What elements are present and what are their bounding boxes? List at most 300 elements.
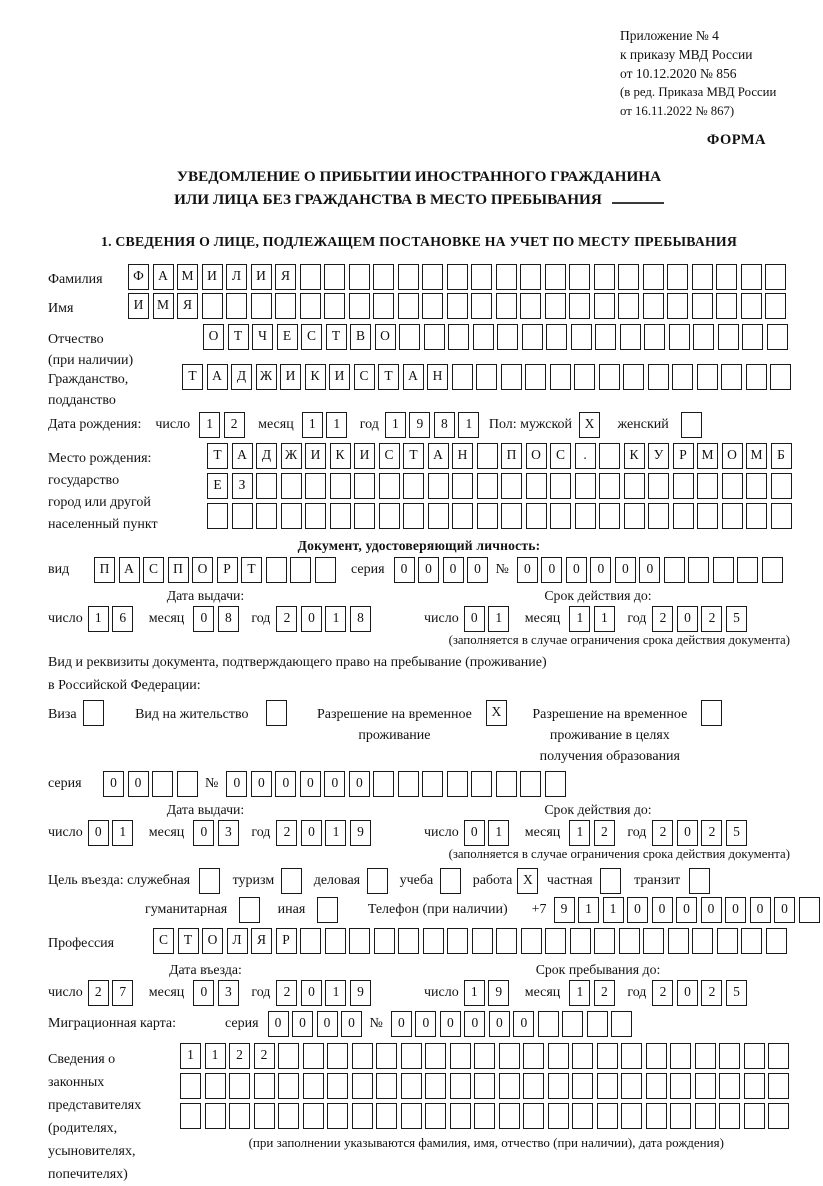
birth-place-cells-3[interactable] [207,503,795,529]
form-cell[interactable]: 2 [224,412,245,438]
form-cell[interactable]: У [648,443,669,469]
form-cell[interactable]: 2 [701,980,722,1006]
form-cell[interactable] [572,1103,593,1129]
form-cell[interactable]: 1 [603,897,624,923]
residence-number-cells[interactable] [226,771,569,797]
form-cell[interactable] [572,1043,593,1069]
form-cell[interactable] [226,293,247,319]
form-cell[interactable]: 9 [350,820,371,846]
form-cell[interactable]: 1 [325,980,346,1006]
form-cell[interactable]: С [550,443,571,469]
form-cell[interactable] [718,324,739,350]
residence-expiry-year-cells[interactable] [652,820,750,846]
form-cell[interactable] [719,1043,740,1069]
form-cell[interactable] [648,473,669,499]
form-cell[interactable] [624,473,645,499]
form-cell[interactable] [597,1073,618,1099]
form-cell[interactable] [315,557,336,583]
purpose-other-checkbox[interactable] [317,897,342,923]
form-cell[interactable] [695,1073,716,1099]
form-cell[interactable] [599,473,620,499]
form-cell[interactable]: С [143,557,164,583]
form-cell[interactable] [401,1043,422,1069]
form-cell[interactable] [692,928,713,954]
form-cell[interactable] [520,264,541,290]
form-cell[interactable] [403,473,424,499]
form-cell[interactable] [450,1043,471,1069]
form-cell[interactable]: X [517,868,538,894]
form-cell[interactable] [717,928,738,954]
form-cell[interactable] [476,364,497,390]
form-cell[interactable] [440,868,461,894]
form-cell[interactable] [303,1103,324,1129]
form-cell[interactable] [499,1073,520,1099]
form-cell[interactable]: 0 [292,1011,313,1037]
form-cell[interactable] [722,503,743,529]
form-cell[interactable]: И [354,443,375,469]
form-cell[interactable]: Т [207,443,228,469]
form-cell[interactable] [523,1073,544,1099]
form-cell[interactable]: М [177,264,198,290]
form-cell[interactable] [473,324,494,350]
form-cell[interactable] [452,473,473,499]
form-cell[interactable] [520,293,541,319]
form-cell[interactable] [477,503,498,529]
form-cell[interactable]: 2 [229,1043,250,1069]
form-cell[interactable]: 1 [458,412,479,438]
form-cell[interactable] [448,324,469,350]
form-cell[interactable]: 1 [569,606,590,632]
form-cell[interactable] [713,557,734,583]
form-cell[interactable] [521,928,542,954]
form-cell[interactable]: П [168,557,189,583]
form-cell[interactable]: 1 [569,820,590,846]
form-cell[interactable]: 1 [325,820,346,846]
form-cell[interactable]: 2 [701,820,722,846]
form-cell[interactable]: 1 [205,1043,226,1069]
form-cell[interactable] [697,364,718,390]
form-cell[interactable]: П [501,443,522,469]
form-cell[interactable] [646,1073,667,1099]
form-cell[interactable]: А [428,443,449,469]
form-cell[interactable] [472,928,493,954]
form-cell[interactable] [471,264,492,290]
form-cell[interactable] [239,897,260,923]
form-cell[interactable] [207,503,228,529]
form-cell[interactable]: 0 [193,606,214,632]
identity-expiry-year-cells[interactable] [652,606,750,632]
form-cell[interactable] [401,1073,422,1099]
form-cell[interactable]: Е [207,473,228,499]
form-cell[interactable] [719,1073,740,1099]
form-cell[interactable]: 0 [415,1011,436,1037]
form-cell[interactable]: 5 [726,606,747,632]
form-cell[interactable] [423,928,444,954]
form-cell[interactable]: Т [326,324,347,350]
form-cell[interactable]: 0 [677,820,698,846]
form-cell[interactable]: 8 [434,412,455,438]
representatives-cells-1[interactable] [180,1043,793,1069]
form-cell[interactable] [768,1043,789,1069]
form-cell[interactable] [746,503,767,529]
form-cell[interactable]: В [350,324,371,350]
form-cell[interactable] [202,293,223,319]
form-cell[interactable]: Я [275,264,296,290]
form-cell[interactable] [447,293,468,319]
form-cell[interactable] [349,264,370,290]
form-cell[interactable] [425,1043,446,1069]
form-cell[interactable] [644,324,665,350]
birth-month-cells[interactable] [302,412,351,438]
form-cell[interactable]: 0 [676,897,697,923]
form-cell[interactable] [398,293,419,319]
form-cell[interactable] [497,324,518,350]
form-cell[interactable]: 0 [677,980,698,1006]
form-cell[interactable]: Т [378,364,399,390]
form-cell[interactable]: 0 [440,1011,461,1037]
form-cell[interactable]: 0 [391,1011,412,1037]
form-cell[interactable] [254,1073,275,1099]
form-cell[interactable]: Д [256,443,277,469]
form-cell[interactable] [621,1103,642,1129]
sex-female-checkbox[interactable] [681,412,706,438]
identity-expiry-month-cells[interactable] [569,606,618,632]
form-cell[interactable] [762,557,783,583]
form-cell[interactable] [688,557,709,583]
form-cell[interactable] [275,293,296,319]
form-cell[interactable] [352,1103,373,1129]
form-cell[interactable] [474,1043,495,1069]
form-cell[interactable]: С [354,364,375,390]
form-cell[interactable]: М [697,443,718,469]
form-cell[interactable] [523,1043,544,1069]
form-cell[interactable]: 0 [443,557,464,583]
form-cell[interactable] [668,928,689,954]
form-cell[interactable] [327,1043,348,1069]
form-cell[interactable] [546,324,567,350]
patronymic-cells[interactable] [203,324,791,350]
form-cell[interactable] [422,293,443,319]
form-cell[interactable]: 2 [276,980,297,1006]
form-cell[interactable]: И [202,264,223,290]
form-cell[interactable] [672,364,693,390]
form-cell[interactable] [572,1073,593,1099]
form-cell[interactable] [523,1103,544,1129]
form-cell[interactable]: 0 [467,557,488,583]
form-cell[interactable] [290,557,311,583]
form-cell[interactable] [229,1103,250,1129]
form-cell[interactable] [744,1103,765,1129]
form-cell[interactable] [574,364,595,390]
form-cell[interactable]: Б [771,443,792,469]
form-cell[interactable] [648,364,669,390]
identity-series-cells[interactable] [394,557,492,583]
identity-number-cells[interactable] [517,557,787,583]
birth-day-cells[interactable] [199,412,248,438]
form-cell[interactable] [587,1011,608,1037]
form-cell[interactable]: К [330,443,351,469]
form-cell[interactable] [526,503,547,529]
form-cell[interactable] [550,473,571,499]
form-cell[interactable] [425,1103,446,1129]
form-cell[interactable] [471,293,492,319]
form-cell[interactable] [303,1043,324,1069]
form-cell[interactable]: 2 [88,980,109,1006]
form-cell[interactable] [624,503,645,529]
form-cell[interactable] [766,928,787,954]
form-cell[interactable] [744,1073,765,1099]
form-cell[interactable]: 0 [300,771,321,797]
form-cell[interactable]: 1 [112,820,133,846]
form-cell[interactable]: 1 [302,412,323,438]
form-cell[interactable]: 0 [349,771,370,797]
form-cell[interactable] [303,1073,324,1099]
form-cell[interactable]: Т [403,443,424,469]
form-cell[interactable] [324,293,345,319]
form-cell[interactable] [447,771,468,797]
form-cell[interactable] [424,324,445,350]
form-cell[interactable]: 2 [652,980,673,1006]
form-cell[interactable]: 2 [701,606,722,632]
form-cell[interactable] [83,700,104,726]
form-cell[interactable]: 1 [325,606,346,632]
residence-issue-day-cells[interactable] [88,820,137,846]
form-cell[interactable] [741,293,762,319]
form-cell[interactable]: О [202,928,223,954]
form-cell[interactable] [501,364,522,390]
form-cell[interactable] [692,264,713,290]
form-cell[interactable]: 0 [652,897,673,923]
form-cell[interactable] [278,1073,299,1099]
form-cell[interactable]: 1 [326,412,347,438]
form-cell[interactable] [327,1073,348,1099]
form-cell[interactable] [327,1103,348,1129]
form-cell[interactable]: 0 [128,771,149,797]
form-cell[interactable]: 6 [112,606,133,632]
birth-year-cells[interactable] [385,412,483,438]
form-cell[interactable] [499,1103,520,1129]
form-cell[interactable]: 1 [488,606,509,632]
form-cell[interactable] [352,1073,373,1099]
form-cell[interactable] [251,293,272,319]
form-cell[interactable] [599,503,620,529]
form-cell[interactable]: 0 [566,557,587,583]
form-cell[interactable]: 0 [301,820,322,846]
form-cell[interactable]: Ж [281,443,302,469]
stay-year-cells[interactable] [652,980,750,1006]
form-cell[interactable] [399,324,420,350]
form-cell[interactable] [667,264,688,290]
birth-place-cells-2[interactable] [207,473,795,499]
form-cell[interactable] [477,443,498,469]
form-cell[interactable] [379,503,400,529]
form-cell[interactable]: 0 [88,820,109,846]
form-cell[interactable] [180,1103,201,1129]
form-cell[interactable]: А [119,557,140,583]
form-cell[interactable] [569,264,590,290]
form-cell[interactable] [232,503,253,529]
form-cell[interactable] [771,473,792,499]
form-cell[interactable] [398,771,419,797]
form-cell[interactable]: 0 [317,1011,338,1037]
form-cell[interactable] [770,364,791,390]
form-cell[interactable]: 7 [112,980,133,1006]
form-cell[interactable] [330,503,351,529]
form-cell[interactable] [597,1043,618,1069]
form-cell[interactable] [349,293,370,319]
form-cell[interactable] [648,503,669,529]
form-cell[interactable] [376,1043,397,1069]
identity-expiry-day-cells[interactable] [464,606,513,632]
form-cell[interactable] [599,364,620,390]
form-cell[interactable] [325,928,346,954]
form-cell[interactable] [722,473,743,499]
form-cell[interactable] [373,771,394,797]
form-cell[interactable]: 0 [701,897,722,923]
form-cell[interactable]: 0 [725,897,746,923]
form-cell[interactable] [597,1103,618,1129]
form-cell[interactable]: 0 [513,1011,534,1037]
form-cell[interactable] [721,364,742,390]
form-cell[interactable]: 8 [218,606,239,632]
form-cell[interactable] [447,928,468,954]
form-cell[interactable]: Я [177,293,198,319]
form-cell[interactable] [765,264,786,290]
purpose-business-checkbox[interactable] [367,868,392,894]
form-cell[interactable]: 1 [578,897,599,923]
form-cell[interactable]: 1 [488,820,509,846]
form-cell[interactable]: Т [178,928,199,954]
form-cell[interactable] [771,503,792,529]
residence-issue-month-cells[interactable] [193,820,242,846]
form-cell[interactable] [281,868,302,894]
form-cell[interactable]: 0 [268,1011,289,1037]
form-cell[interactable]: 1 [569,980,590,1006]
form-cell[interactable] [599,443,620,469]
name-cells[interactable] [128,293,790,319]
entry-month-cells[interactable] [193,980,242,1006]
form-cell[interactable]: Л [227,928,248,954]
temp-permit-checkbox[interactable] [486,700,511,726]
form-cell[interactable] [199,868,220,894]
form-cell[interactable]: Ч [252,324,273,350]
form-cell[interactable] [367,868,388,894]
form-cell[interactable] [548,1043,569,1069]
form-cell[interactable] [538,1011,559,1037]
form-cell[interactable] [594,264,615,290]
form-cell[interactable] [300,928,321,954]
form-cell[interactable] [689,868,710,894]
form-cell[interactable] [695,1043,716,1069]
form-cell[interactable] [697,473,718,499]
form-cell[interactable]: И [329,364,350,390]
form-cell[interactable] [354,503,375,529]
residence-issue-year-cells[interactable] [276,820,374,846]
form-cell[interactable] [618,264,639,290]
residence-permit-checkbox[interactable] [266,700,291,726]
form-cell[interactable] [765,293,786,319]
form-cell[interactable] [177,771,198,797]
form-cell[interactable] [398,928,419,954]
form-cell[interactable]: 0 [324,771,345,797]
entry-year-cells[interactable] [276,980,374,1006]
form-cell[interactable] [300,264,321,290]
form-cell[interactable] [520,771,541,797]
form-cell[interactable] [594,293,615,319]
form-cell[interactable]: . [575,443,596,469]
form-cell[interactable] [548,1103,569,1129]
form-cell[interactable] [618,293,639,319]
purpose-tourism-checkbox[interactable] [281,868,306,894]
form-cell[interactable] [746,473,767,499]
form-cell[interactable] [256,473,277,499]
form-cell[interactable] [550,364,571,390]
form-cell[interactable] [205,1103,226,1129]
form-cell[interactable] [550,503,571,529]
form-cell[interactable] [570,928,591,954]
form-cell[interactable] [681,412,702,438]
form-cell[interactable] [180,1073,201,1099]
form-cell[interactable] [664,557,685,583]
form-cell[interactable] [324,264,345,290]
form-cell[interactable] [229,1073,250,1099]
form-cell[interactable] [526,473,547,499]
form-cell[interactable] [254,1103,275,1129]
form-cell[interactable] [742,324,763,350]
form-cell[interactable] [256,503,277,529]
form-cell[interactable]: 0 [301,606,322,632]
form-cell[interactable] [496,264,517,290]
form-cell[interactable]: А [403,364,424,390]
form-cell[interactable]: 9 [409,412,430,438]
form-cell[interactable] [376,1103,397,1129]
form-cell[interactable] [499,1043,520,1069]
form-cell[interactable] [595,324,616,350]
form-cell[interactable] [330,473,351,499]
form-cell[interactable]: 2 [254,1043,275,1069]
form-cell[interactable] [477,473,498,499]
form-cell[interactable] [548,1073,569,1099]
form-cell[interactable]: 0 [103,771,124,797]
form-cell[interactable]: О [375,324,396,350]
form-cell[interactable] [501,503,522,529]
form-cell[interactable] [266,700,287,726]
form-cell[interactable] [152,771,173,797]
form-cell[interactable]: Д [231,364,252,390]
form-cell[interactable] [205,1073,226,1099]
form-cell[interactable] [746,364,767,390]
form-cell[interactable]: А [153,264,174,290]
form-cell[interactable]: А [207,364,228,390]
form-cell[interactable]: 0 [590,557,611,583]
form-cell[interactable]: 0 [275,771,296,797]
form-cell[interactable]: 1 [88,606,109,632]
form-cell[interactable] [496,771,517,797]
form-cell[interactable] [545,264,566,290]
purpose-official-checkbox[interactable] [199,868,224,894]
form-cell[interactable]: 5 [726,980,747,1006]
purpose-transit-checkbox[interactable] [689,868,714,894]
form-cell[interactable] [571,324,592,350]
form-cell[interactable]: З [232,473,253,499]
form-cell[interactable] [692,293,713,319]
form-cell[interactable]: 0 [639,557,660,583]
form-cell[interactable] [496,928,517,954]
form-cell[interactable] [667,293,688,319]
form-cell[interactable]: 0 [251,771,272,797]
form-cell[interactable]: С [379,443,400,469]
form-cell[interactable] [621,1043,642,1069]
